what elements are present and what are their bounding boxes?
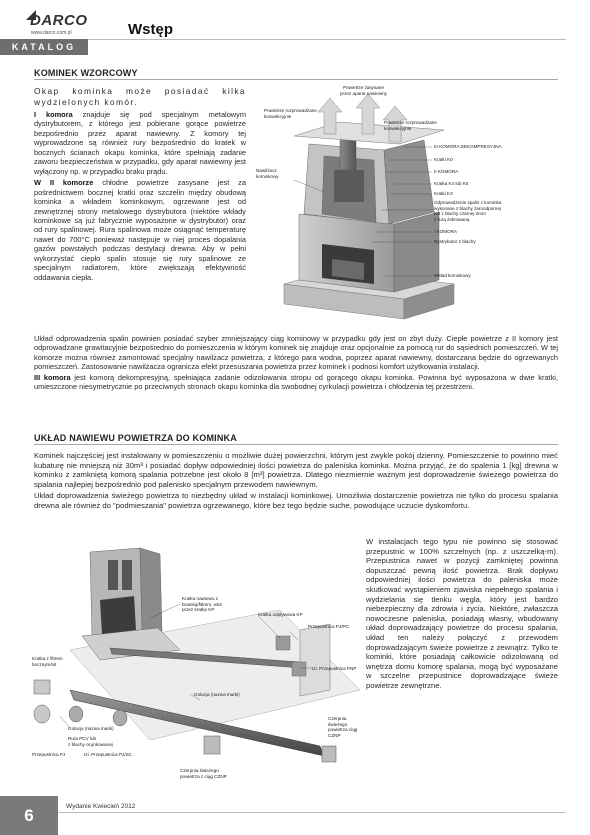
paragraph-chamber-1: [34, 110, 246, 176]
label-convection-right: [384, 120, 437, 131]
section-heading-air-supply: UKŁAD NAWIEWU POWIETRZA DO KOMINKA: [34, 433, 237, 443]
label-damper-pjsc: Izi. Przepustnica PJ/SC: [84, 752, 132, 757]
label-inner-grille: [32, 656, 63, 667]
label-insulation-2: Izolacja (nazwa marki): [68, 726, 114, 731]
bold-chamber-3: III komora: [34, 372, 71, 382]
label-fresh-air-intake-2-text: Czerpnia świeżego powietrza z ciąg CZNP: [180, 768, 227, 779]
label-humidifier: [256, 168, 279, 179]
paragraph-fresh-air: Układ doprowadzenia świeżego powietrza to niezbędny układ w instalacji kominkowej. Umożliwia dostarczenie powietrza nie tylko do procesu spalania drewna ale również do "podmieszania" powietrza ogrzewanego, które bez tego będzie suche, powodujące uczucie dyskomfortu.: [34, 490, 558, 510]
label-outlet-grille-kp: Kratka odpływowa KP: [258, 612, 303, 617]
paragraph-flue-system: Układ odprowadzenia spalin powinien posiadać szyber zmniejszający ciąg kominowy w przypadku gdy jest on zbyt duży. Ciepłe powietrze z II komory jest odprowadzane grawitacyjnie bezpośrednio do pomieszczenia w którym kominek się znajduje oraz opcjonalnie za pomocą rur do sąsiednich pomieszczeń. W tej komorze można również zamontować specjalny nawilżacz powietrza, z którego para wodna, poprzez aparat nawiewny, dostarczana będzie do ogrzewanych pomieszczeń. Zastosowanie nawilżacza ogranicza efekt przesuszania powietrza przez kominek i podnosi komfort użytkowania instalacji.: [34, 334, 558, 372]
label-chamber-2: II KOMORA: [434, 169, 459, 174]
label-pipe-text: Rura PCV lub z blachy ocynkowanej: [68, 736, 113, 747]
edition-label: Wydanie Kwiecień 2012: [66, 803, 136, 810]
page-title: Wstęp: [128, 21, 173, 38]
label-grilles-k3: Kratki K3: [434, 191, 453, 196]
bold-chamber-2: W II komorze: [34, 178, 94, 188]
brand-url: www.darco.com.pl: [31, 30, 72, 36]
lead-paragraph: Okap kominka może posiadać kilka wydzielonych komór.: [34, 86, 246, 107]
section1-full-width-text: [34, 334, 558, 392]
paragraph-chamber-3: [34, 373, 558, 392]
label-grille-k4: Kratka K4 lub K5: [434, 181, 469, 186]
label-fresh-air-intake: [328, 716, 362, 738]
section2-side-column: [366, 537, 558, 691]
footer-divider: [58, 812, 566, 813]
label-pipe: [68, 736, 113, 747]
label-chamber-1: I KOMORA: [434, 229, 457, 234]
label-inlet-grille: [182, 596, 222, 613]
air-supply-figure: [30, 540, 362, 790]
label-flue-outlet: [434, 200, 501, 222]
page-number: 6: [24, 806, 34, 825]
text-chamber-3: jest komorą dekompresyjną, spełniająca zadanie odizolowania stropu od gorącego okapu kominka. Powinna być wyposażona w dwie kratki, umieszczone niesymetrycznie po przeciwnych stronach okapu kominka dla swobodnej cyrkulacji powietrza i chłodzenia tej przestrzeni.: [34, 372, 558, 392]
label-convection-left-text: Powietrze rozprowadzane konwekcyjnie: [264, 108, 317, 119]
label-distributor: Dystrybutor z blachy: [434, 239, 476, 244]
section-divider: [34, 79, 558, 80]
label-damper-pj: Przepustnica PJ: [32, 752, 66, 757]
air-supply-diagram: [30, 540, 362, 790]
label-insulation: Izolacja (nazwa marki): [194, 692, 240, 697]
paragraph-dampers-note: W instalacjach tego typu nie powinno się stosować przepustnic w 100% szczelnych (np. z uszczelką-m). Przepustnica nawet w pozycji zamkniętej powinna dopuszczać pewną ilość powietrza. Brak dopływu odpowiedniej ilości powietrza do paleniska może skutkować wystąpieniem zjawiska niepełnego spalania i wydzielania się tlenku węgla, który jest bardzo niebezpieczny dla zdrowia i życia. Niektóre, zwłaszcza nowoczesne paleniska, posiadają własny, wbudowany układ doprowadzający powietrze do procesu spalania, układ ten należy połączyć z przewodem doprowadzającym świeże powietrze z zewnątrz. Tylko te kominki, które posiadają całkowicie odizolowaną od wnętrza domu komorę spalania, mogą być wyposażane w szczelne przepustnice doprowadzające świeże powietrze zewnętrzne.: [366, 537, 558, 690]
label-inner-grille-text: Kratka z filtrem bocznym/sit: [32, 656, 63, 667]
label-fireplace-insert: Wkład kominkowy: [434, 273, 471, 278]
paragraph-room-volume: Kominek najczęściej jest instalowany w pomieszczeniu o możliwie dużej powierzchni, którym jest zwykle pokój dzienny. Pomieszczenie to powinno mieć kubaturę nie mniejszą niż 30m³ i posiadać dopływ odpowiedniej ilości powietrza do paleniska kominka. Można przyjąć, że do spalenia 1 [kg] drewna w kominku z zamkniętą komorą spalania potrzebne jest około 8 [m³] powietrza. Dlatego niezmiernie ważnym jest doprowadzenie świeżego powietrza do spalania najlepiej bezpośrednio pod palenisko specjalnym przewodem nawiewnym.: [34, 451, 558, 490]
label-grilles-k0: Kratki K0: [434, 157, 453, 162]
section2-text: [34, 451, 558, 510]
label-fresh-air-intake-2: [180, 768, 227, 779]
label-flue-outlet-text: Odprowadzenie spalin z kominka wykonane z blachy żaroodpornej lub z blachy czarnej 2mm z rurą żebrowaną: [434, 200, 502, 222]
section1-left-column: [34, 86, 246, 282]
label-humidifier-text: Nawilżacz kominkowy: [256, 168, 279, 179]
paragraph-chamber-2: [34, 178, 246, 282]
label-damper-pnp: Izi. Przepustnica PNP: [312, 666, 357, 671]
brand-name: DARCO: [30, 12, 88, 29]
label-inlet-grille-text: Kratka nawiewu z bramką/filtrem, wlot przez kratkę KP: [182, 596, 222, 613]
label-convection-right-text: Powietrze rozprowadzane konwekcyjnie: [384, 120, 437, 131]
label-convection-left: [264, 108, 317, 119]
section-heading-model-fireplace: KOMINEK WZORCOWY: [34, 68, 138, 78]
label-chamber-3: III KOMORA DEKOMPRESYJNA: [434, 144, 502, 149]
fireplace-cross-section-figure: [254, 84, 560, 322]
label-air-intake-text: Powietrze zasysane przez aparat nawiewny: [340, 85, 387, 96]
catalog-label: KATALOG: [11, 42, 77, 52]
label-damper-pjpc: Przepustnica PJ/PC: [308, 624, 349, 629]
label-air-intake: [340, 85, 387, 96]
header-divider: [88, 39, 566, 40]
text-chamber-2: chłodne powietrze zasysane jest za pośrednictwem bocznej kratki oraz szczelin między obudową kominka a wkładem kominkowym, ogrzewane jest od zewnętrznej strony metalowego dystrybutora (niektóre wkłady kominkowe są już fabrycznie wyposażone w dystrybutor) oraz od rury spalinowej. Rura spalinowa może osiągnąć temperaturę nawet do 700°C ponieważ następuje w niej proces dopalania gazów powstałych podczas destylacji drewna. Aby w pełni wykorzystać ciepło spalin stosuje się rury spalinowe ze specjalnym radiatorem, które zwiększają efektywność oddawania ciepła.: [34, 178, 246, 282]
bold-chamber-1: I komora: [34, 110, 73, 119]
label-fresh-air-intake-text: Czerpnia świeżego powietrza ciąg CZNP: [328, 716, 358, 738]
section-divider: [34, 444, 558, 445]
text-chamber-1: znajduje się pod specjalnym metalowym dystrybutorem, z którego jest pobierane gorące powietrze bezpośrednio przez aparat nawiewny. Z komory tej wyprowadzone są również rury bezpośrednio do kratek w bocznych ścianach okapu kominka, które spełniają zadanie zaworu bezpieczeństwa w przypadku, gdy aparat nawiewny jest wyłączony np. w przypadku braku prądu.: [34, 110, 246, 176]
